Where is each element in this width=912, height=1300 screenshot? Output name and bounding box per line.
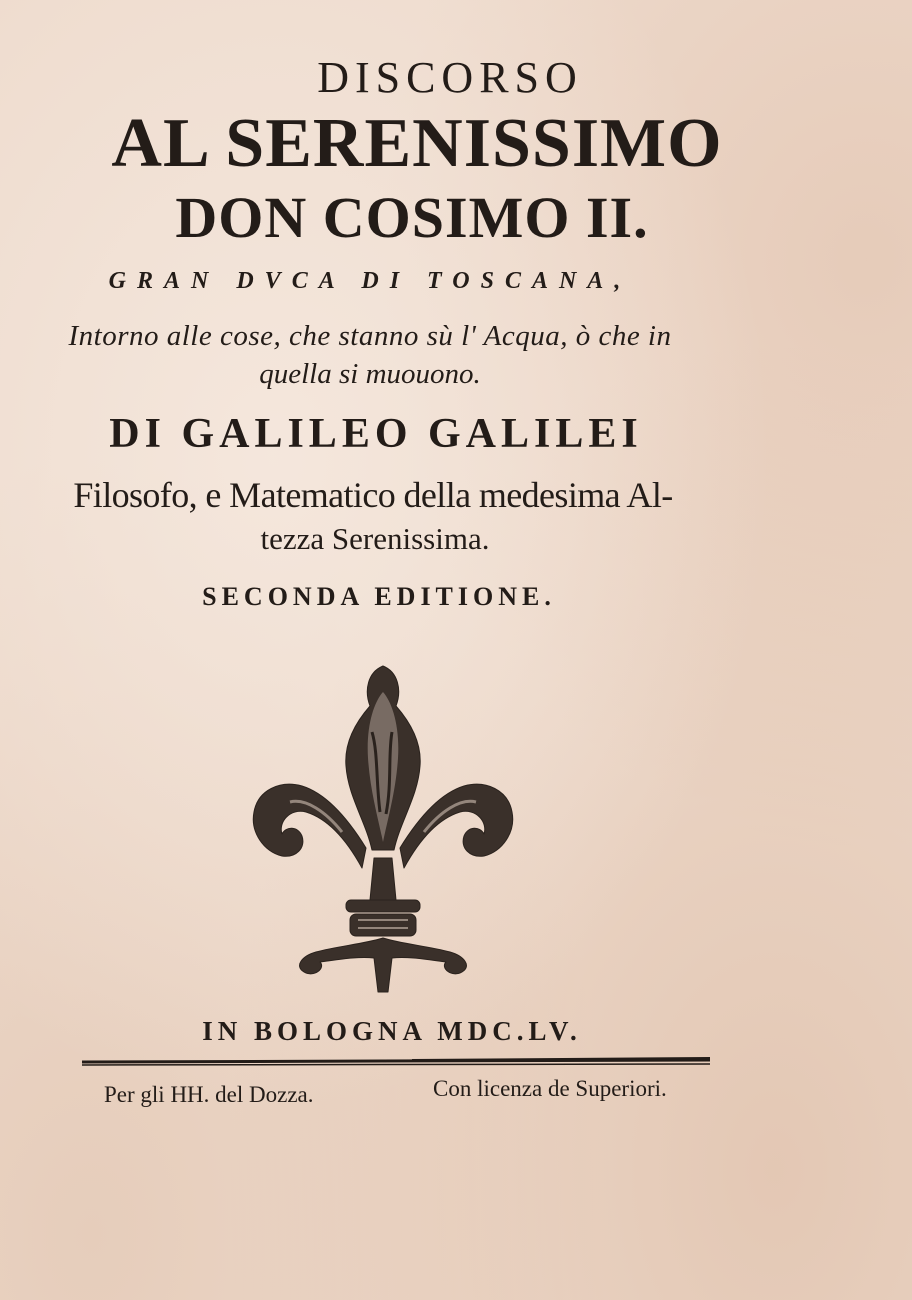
- author-title-line-2: tezza Serenissima.: [260, 521, 490, 556]
- place-and-year: IN BOLOGNA MDC.LV.: [202, 1016, 582, 1046]
- imprint-rule: [82, 1055, 710, 1067]
- fleur-de-lis-icon: [246, 662, 520, 1002]
- edition: SECONDA EDITIONE.: [202, 582, 556, 611]
- subtitle-gran-duca: GRAN DVCA DI TOSCANA,: [108, 268, 632, 294]
- title-don-cosimo: DON COSIMO II.: [175, 185, 649, 250]
- printer-name: Per gli HH. del Dozza.: [104, 1082, 314, 1107]
- subject-line-2: quella si muouono.: [259, 358, 481, 390]
- author-title-line-1: Filosofo, e Matematico della medesima Al-: [73, 475, 673, 515]
- license-note: Con licenza de Superiori.: [433, 1076, 667, 1101]
- author-name: DI GALILEO GALILEI: [109, 411, 643, 457]
- title-al-serenissimo: AL SERENISSIMO: [111, 105, 723, 182]
- subject-line-1: Intorno alle cose, che stanno sù l' Acqua, ò che in: [68, 320, 672, 352]
- title-discorso: DISCORSO: [317, 53, 583, 102]
